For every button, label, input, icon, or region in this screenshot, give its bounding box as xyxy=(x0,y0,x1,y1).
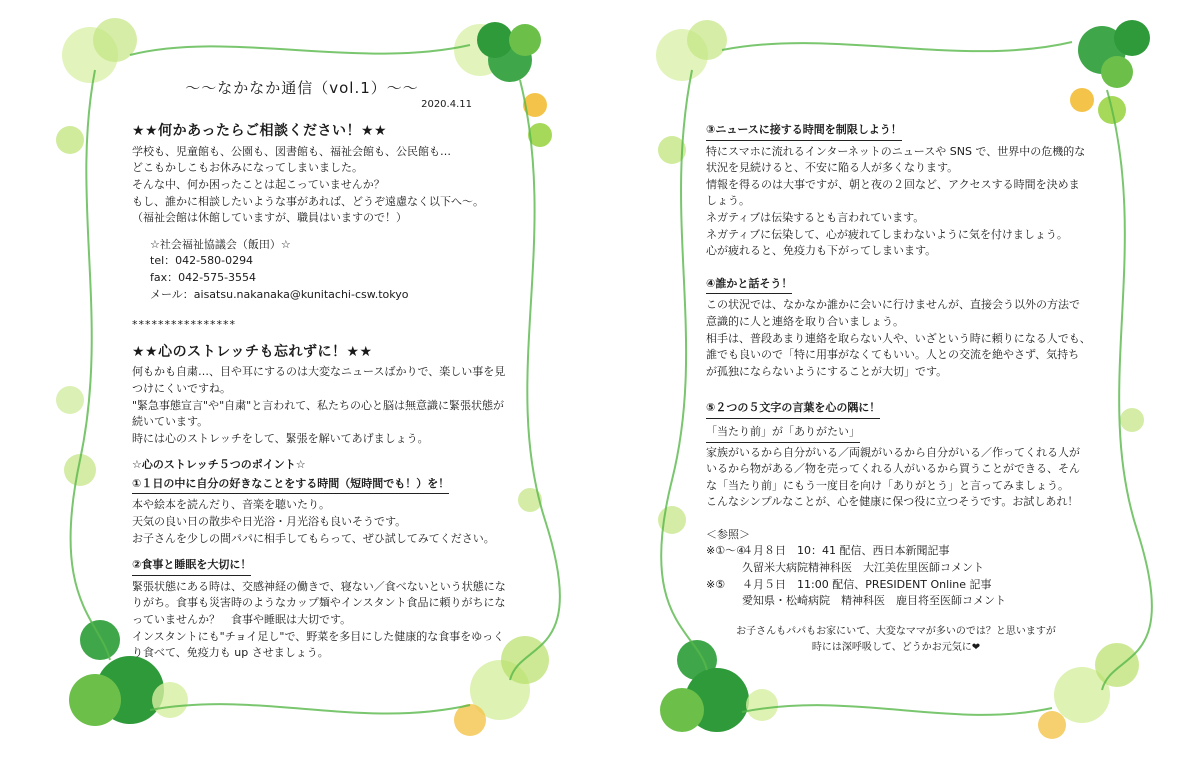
point-2-line: り食べて、免疫力も up させましょう。 xyxy=(132,646,329,660)
point-2-title: ②食事と睡眠を大切に！ xyxy=(132,557,251,576)
intro-line: もし、誰かに相談したいような事があれば、どうぞ遠慮なく以下へ〜。 xyxy=(132,194,484,208)
point-5-line: な「当たり前」にもう一度目を向け「ありがとう」と言ってみましょう。 xyxy=(706,478,1069,492)
intro-line: （福祉会館は休館していますが、職員はいますので！） xyxy=(132,211,407,225)
reference-text: 久留米大病院精神科医 大江美佐里医師コメント xyxy=(742,561,984,575)
reference-text: ４月５日 11:00 配信、PRESIDENT Online 記事 xyxy=(742,577,992,591)
stretch-line: 続いています。 xyxy=(132,415,209,429)
points-title: ☆心のストレッチ５つのポイント☆ xyxy=(132,458,306,472)
intro-line: 学校も、児童館も、公園も、図書館も、福祉会館も、公民館も… xyxy=(132,144,451,158)
contact-email: メール：aisatsu.nakanaka@kunitachi-csw.tokyo xyxy=(150,287,409,301)
point-5-line: 家族がいるから自分がいる／両親がいるから自分がいる／作ってくれる人が xyxy=(706,445,1080,459)
point-5-quote: 「当たり前」が「ありがたい」 xyxy=(706,424,860,443)
point-1-line: 本や絵本を読んだり、音楽を聴いたり。 xyxy=(132,498,330,512)
contact-fax: fax：042-575-3554 xyxy=(150,270,257,284)
point-5-line: いるから物がある／物を売ってくれる人がいるから買うことができる、そん xyxy=(706,462,1080,476)
point-3-line: しょう。 xyxy=(706,194,750,208)
point-1-line: 天気の良い日の散歩や日光浴・月光浴も良いそうです。 xyxy=(132,515,407,529)
reference-line xyxy=(706,593,1086,610)
point-5-line: こんなシンプルなことが、心を健康に保つ役に立つそうです。お試しあれ！ xyxy=(706,495,1079,509)
point-3-line: ネガティブは伝染するとも言われています。 xyxy=(706,210,925,224)
point-5-title: ⑤２つの５文字の言葉を心の隅に！ xyxy=(706,400,880,419)
point-4-line: 相手は、普段あまり連絡を取らない人や、いざという時に頼りになる人でも、 xyxy=(706,331,1091,345)
intro-line: どこもかしこもお休みになってしまいました。 xyxy=(132,161,363,175)
reference-key: ※①〜④ xyxy=(706,544,746,558)
point-3-line: 情報を得るのは大事ですが、朝と夜の２回など、アクセスする時間を決めま xyxy=(706,177,1080,191)
consultation-heading: ★★何かあったらご相談ください！★★ xyxy=(132,123,388,140)
stretch-line: 何もかも自粛…、目や耳にするのは大変なニュースばかりで、楽しい事を見 xyxy=(132,365,506,379)
point-4-line: この状況では、なかなか誰かに会いに行けませんが、直接会う以外の方法で xyxy=(706,298,1080,312)
point-4-line: 誰でも良いので「特に用事がなくてもいい。人との交流を絶やさず、気持ち xyxy=(706,348,1080,362)
point-4-title: ④誰かと話そう！ xyxy=(706,276,792,295)
point-3-line: 心が疲れると、免疫力も下がってしまいます。 xyxy=(706,244,937,258)
newsletter-date: 2020.4.11 xyxy=(421,98,472,110)
point-3-line: ネガティブに伝染して、心が疲れてしまわないように気を付けましょう。 xyxy=(706,227,1068,241)
reference-line xyxy=(706,543,1086,560)
intro-line: そんな中、何か困ったことは起こっていませんか？ xyxy=(132,177,385,191)
closing-line: お子さんもパパもお家にいて、大変なママが多いのでは？と思いますが xyxy=(736,625,1056,637)
point-3-line: 特にスマホに流れるインターネットのニュースや SNS で、世界中の危機的な xyxy=(706,144,1086,158)
point-1-line: お子さんを少しの間パパに相手してもらって、ぜひ試してみてください。 xyxy=(132,531,495,545)
reference-line xyxy=(706,577,1086,594)
closing-line: 時には深呼吸して、どうかお元気に❤ xyxy=(811,642,981,654)
point-2-line: りがち。食事も災害時のようなカップ麺やインスタント食品に頼りがちにな xyxy=(132,596,506,610)
left-page xyxy=(0,0,588,758)
point-3-title: ③ニュースに接する時間を制限しよう！ xyxy=(706,122,902,141)
reference-text: 愛知県・松崎病院 精神科医 鹿目将至医師コメント xyxy=(742,594,1006,608)
reference-text: ４月８日 10：41 配信、西日本新聞記事 xyxy=(742,544,950,558)
reference-line xyxy=(706,560,1086,577)
contact-tel: tel：042-580-0294 xyxy=(150,254,254,268)
references-title: ＜参照＞ xyxy=(706,527,750,541)
reference-key: ※⑤ xyxy=(706,577,726,591)
stretch-line: つけにくいですね。 xyxy=(132,381,231,395)
contact-org: ☆社会福祉協議会（飯田）☆ xyxy=(150,237,291,251)
point-4-line: 意識的に人と連絡を取り合いましょう。 xyxy=(706,314,904,328)
point-2-line: インスタントにも"チョイ足し"で、野菜を多目にした健康的な食事をゆっく xyxy=(132,629,505,643)
point-2-line: っていませんか？ 食事や睡眠は大切です。 xyxy=(132,613,352,627)
stretch-line: 時には心のストレッチをして、緊張を解いてあげましょう。 xyxy=(132,431,429,445)
newsletter-title: 〜〜なかなか通信（vol.1）〜〜 xyxy=(185,79,419,97)
stretch-heading: ★★心のストレッチも忘れずに！★★ xyxy=(132,343,373,360)
point-1-title: ①１日の中に自分の好きなことをする時間（短時間でも！）を！ xyxy=(132,476,449,495)
point-4-line: が孤独にならないようにすることが大切」です。 xyxy=(706,364,948,378)
divider-stars: **************** xyxy=(132,318,236,332)
stretch-line: "緊急事態宣言"や"自粛"と言われて、私たちの心と脳は無意識に緊張状態が xyxy=(132,398,505,412)
left-content xyxy=(132,79,506,662)
right-content xyxy=(706,122,1091,657)
point-3-line: 状況を見続けると、不安に陥る人が多くなります。 xyxy=(706,161,959,175)
point-2-line: 緊張状態にある時は、交感神経の働きで、寝ない／食べないという状態にな xyxy=(132,579,506,593)
